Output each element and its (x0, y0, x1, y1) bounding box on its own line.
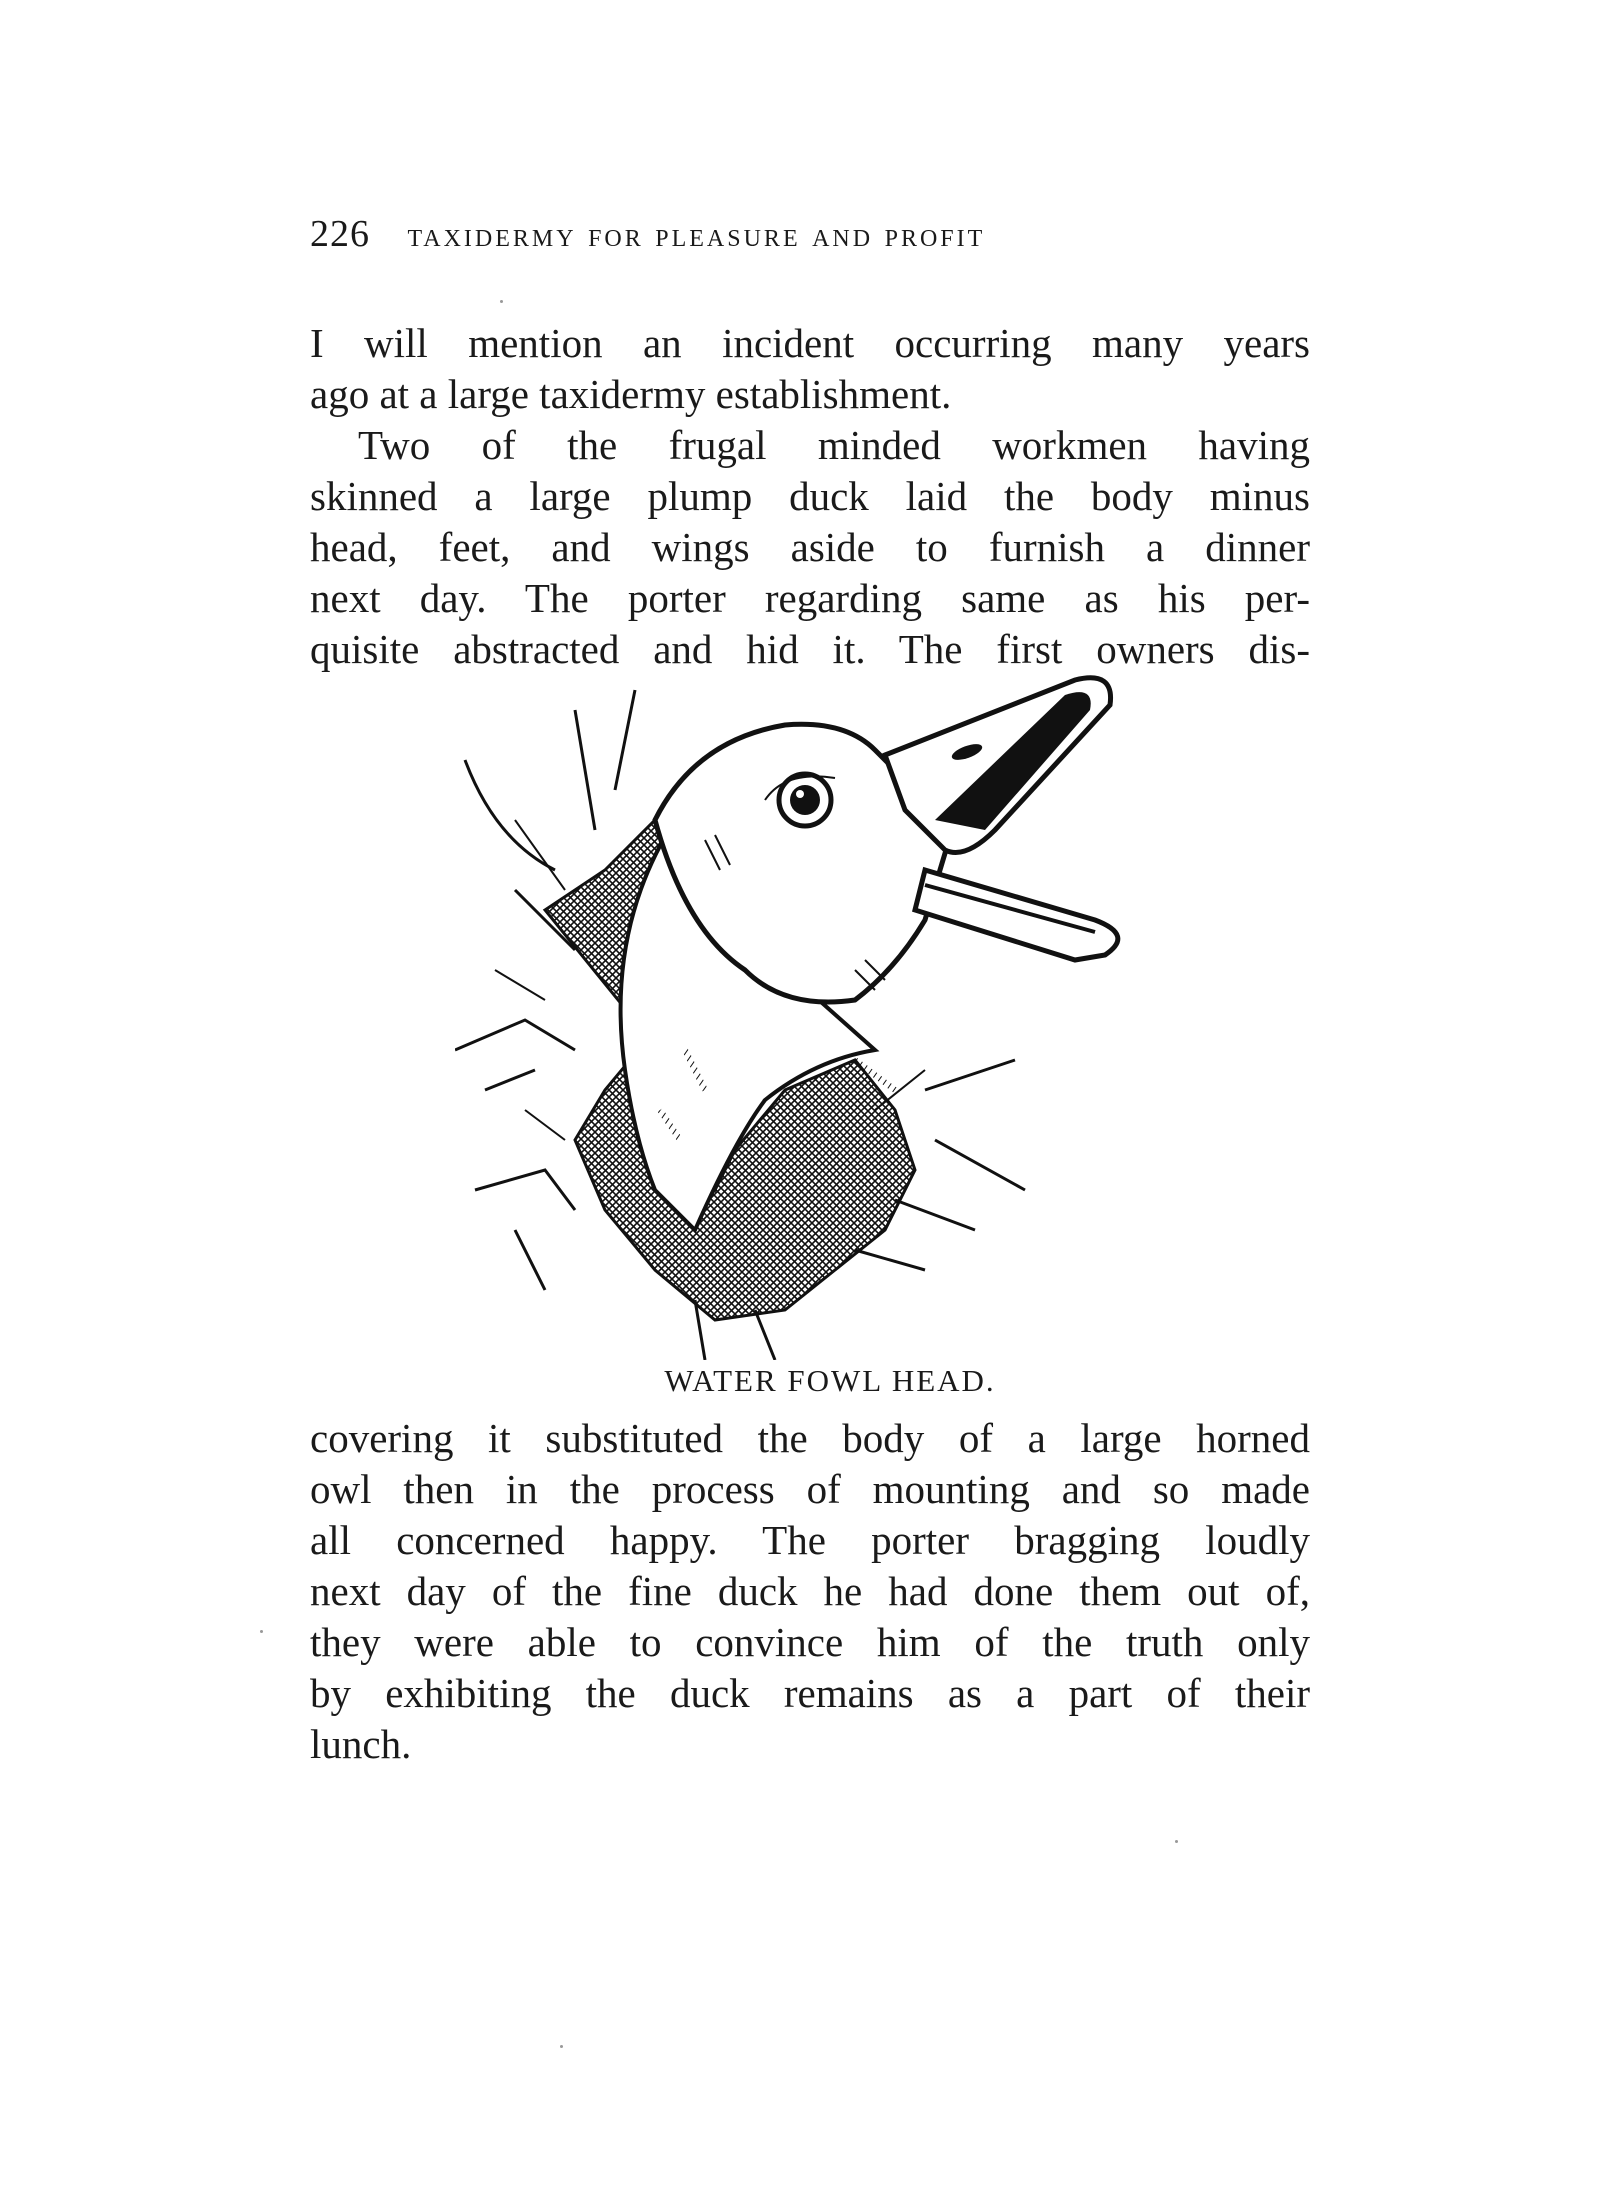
paper-speck (260, 1630, 263, 1633)
paper-speck (1175, 1840, 1178, 1843)
text-line: quisite abstracted and hid it. The first owners dis- (310, 626, 1310, 672)
text-line: by exhibiting the duck remains as a part of their (310, 1670, 1310, 1716)
running-head (310, 212, 1310, 256)
text-line: Two of the frugal minded workmen having (358, 422, 1310, 468)
text-line: they were able to convince him of the truth only (310, 1619, 1310, 1665)
duck-head-drawing (455, 670, 1175, 1360)
text-line: head, feet, and wings aside to furnish a dinner (310, 524, 1310, 570)
paper-speck (500, 300, 503, 303)
duck-bill-lower (915, 870, 1118, 960)
text-line: I will mention an incident occurring many years (310, 320, 1310, 366)
text-line: owl then in the process of mounting and so made (310, 1466, 1310, 1512)
figure-caption: WATER FOWL HEAD. (664, 1363, 996, 1398)
text-block-top (310, 318, 1310, 675)
text-line: ago at a large taxidermy establishment. (310, 371, 952, 417)
text-line: lunch. (310, 1721, 412, 1767)
page-number: 226 (310, 213, 370, 255)
text-block-bottom (310, 1413, 1310, 1770)
text-line: next day of the fine duck he had done them out of, (310, 1568, 1310, 1614)
paper-speck (560, 2045, 563, 2048)
text-line: skinned a large plump duck laid the body minus (310, 473, 1310, 519)
duck-head-illustration (455, 670, 1175, 1360)
text-line: all concerned happy. The porter bragging loudly (310, 1517, 1310, 1563)
text-line: covering it substituted the body of a large horned (310, 1415, 1310, 1461)
text-line: next day. The porter regarding same as his per- (310, 575, 1310, 621)
running-title: taxidermy for pleasure and profit (407, 217, 986, 254)
